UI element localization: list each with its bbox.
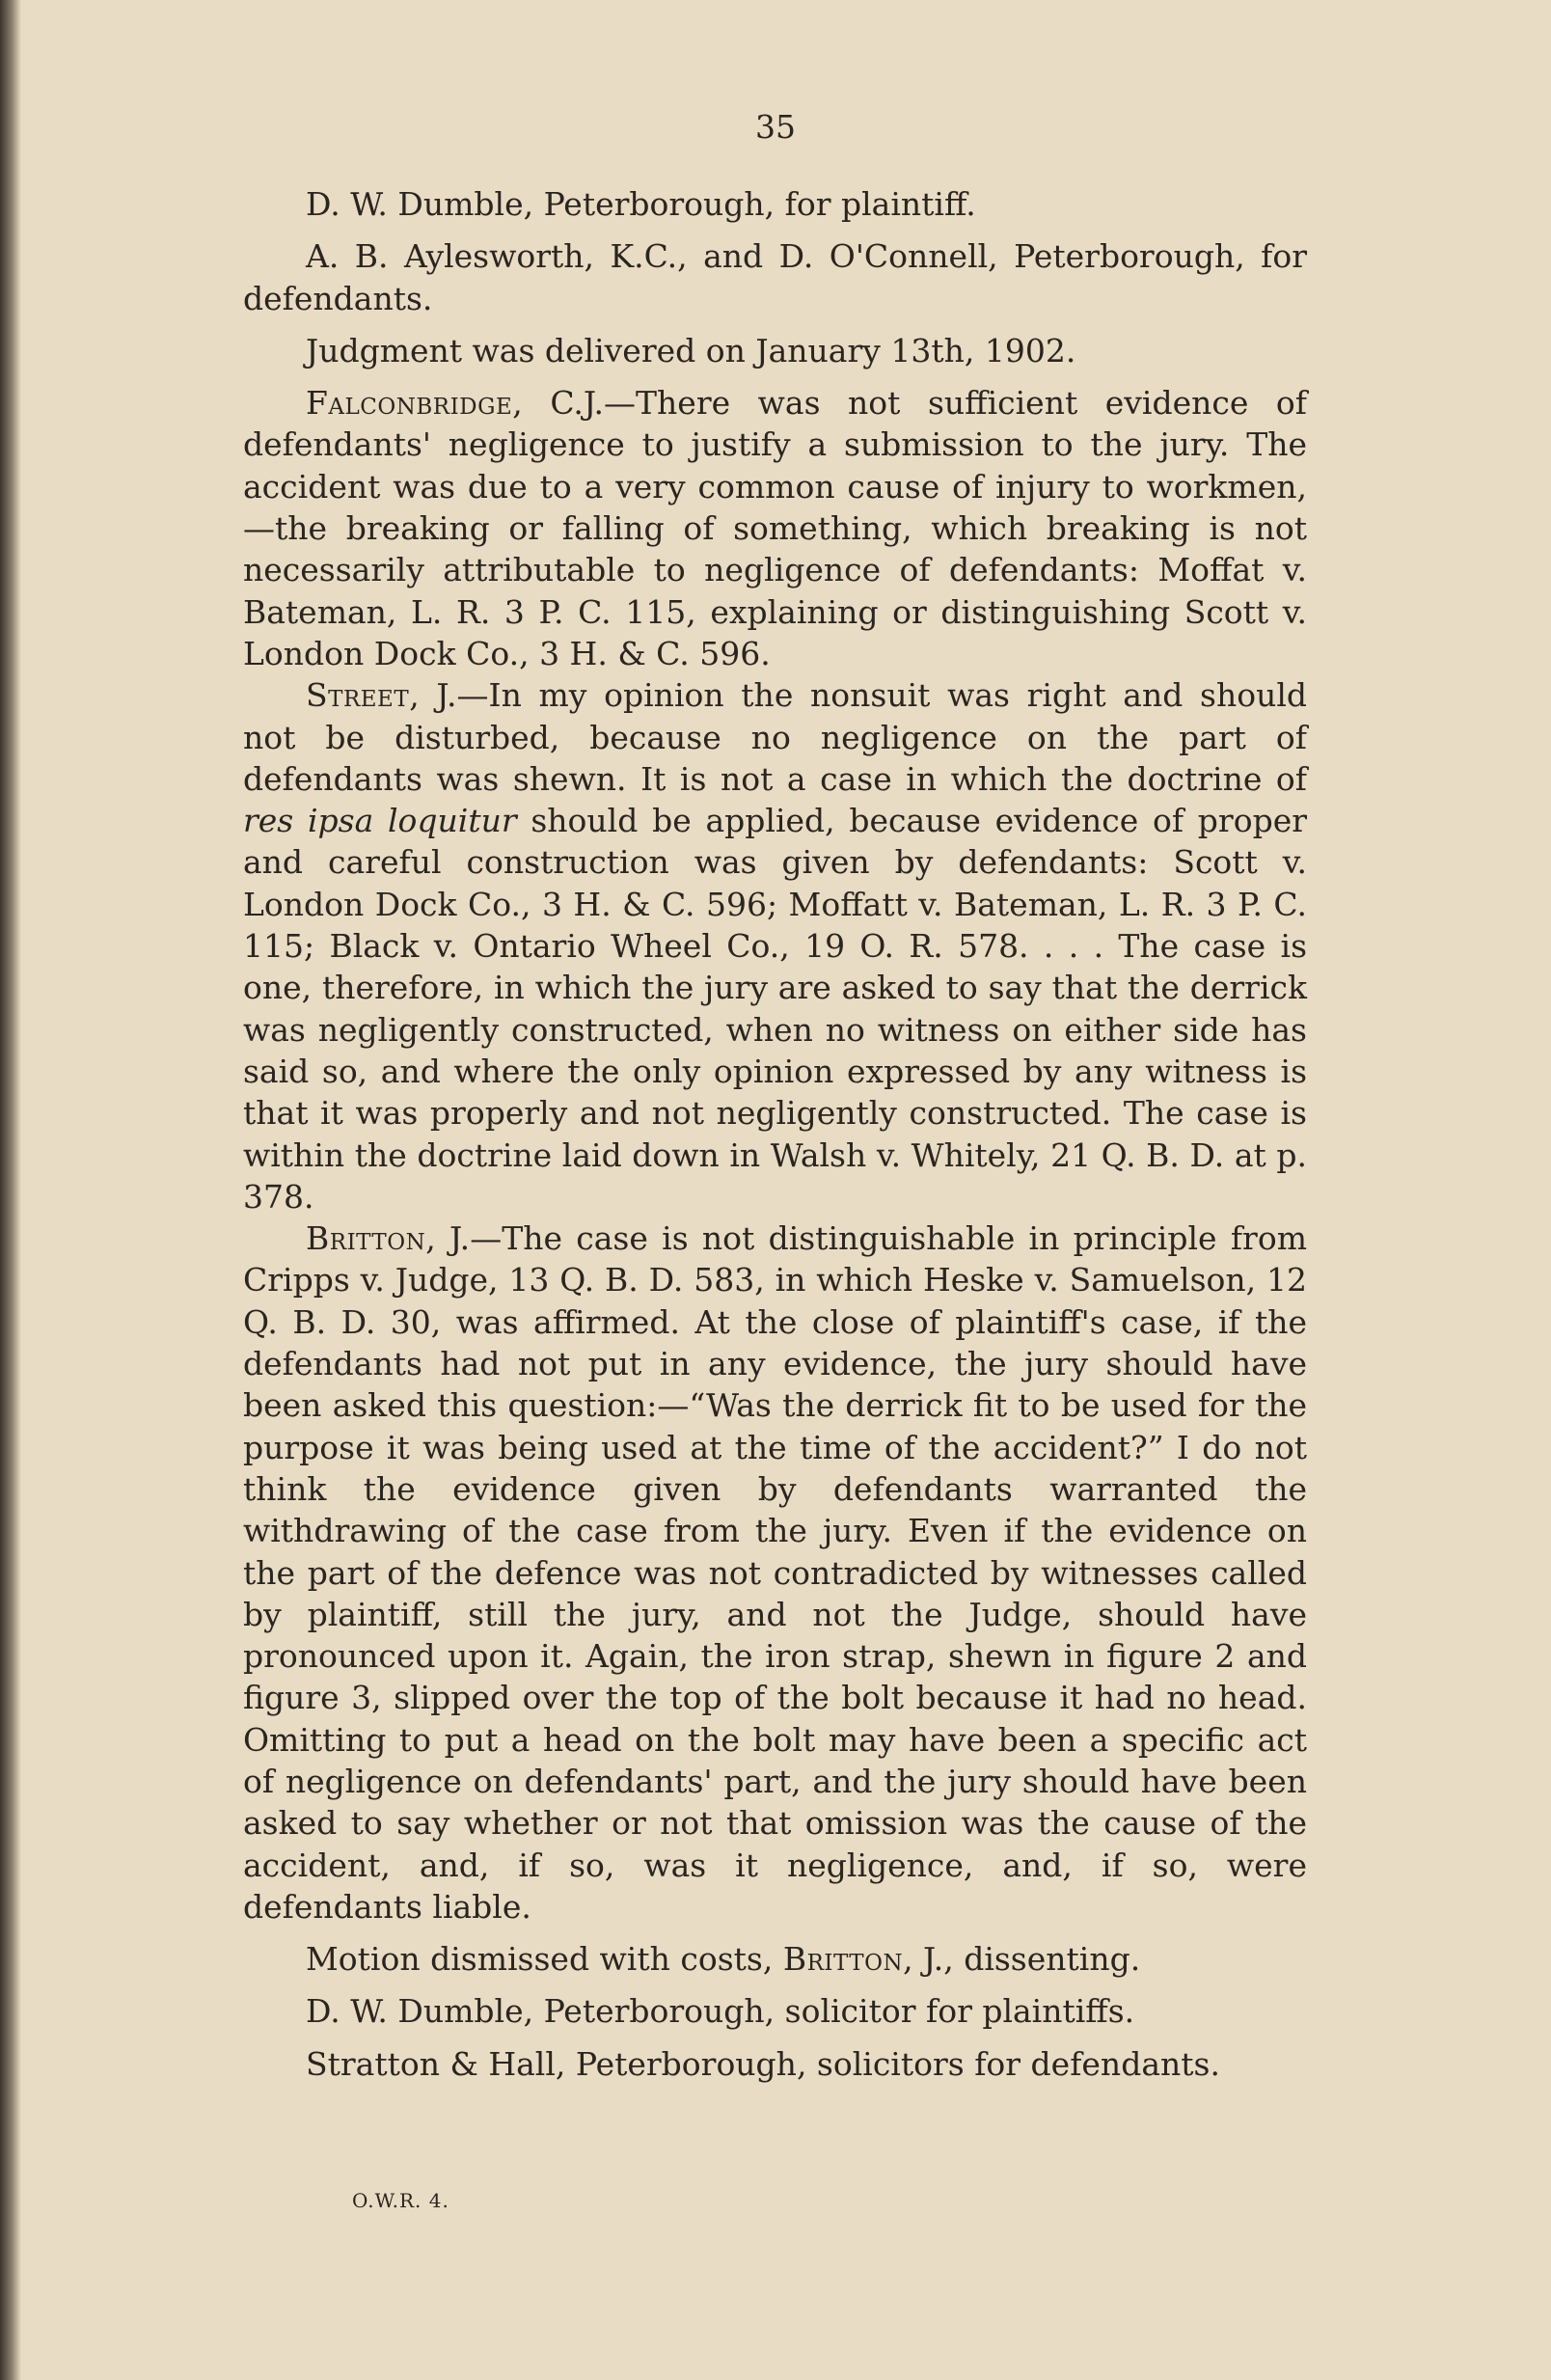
judge-name: Britton xyxy=(306,1219,426,1258)
opinion-text-continued: should be applied, because evidence of proper and careful construction was given by defendants: Scott v. London Dock Co., 3 H. & C. 596; Moffatt v. Bateman, L. R. 3 P. C. 115; Black v. Ontario Wheel Co., 19 O. R. 578. . . . The case is one, therefore, in which the jury are asked to say that the derrick was negligently constructed, when no witness on either side has said so, and where the only opinion expressed by any witness is that it was properly and not negligently constructed. The case is within the doctrine laid down in Walsh v. Whitely, 21 Q. B. D. at p. 378. xyxy=(243,802,1308,1216)
solicitor-plaintiffs: D. W. Dumble, Peterborough, solicitor for plaintiffs. xyxy=(306,1992,1135,2031)
latin-phrase: res ipsa loquitur xyxy=(243,802,517,840)
judgment-date: Judgment was delivered on January 13th, 1902. xyxy=(306,331,1076,369)
dissenting-judge: Britton xyxy=(782,1940,904,1979)
text-block xyxy=(243,183,1307,2095)
opinion-text: The case is not distinguishable in principle from Cripps v. Judge, 13 Q. B. D. 583, in which Heske v. Samuelson, 12 Q. B. D. 30, was affirmed. At the close of plaintiff's case, if the defendants had not put in any evidence, the jury should have been asked this question:—“Was the derrick fit to be used for the purpose it was being used at the time of the accident?” I do not think the evidence given by defendants warranted the withdrawing of the case from the jury. Even if the evidence on the part of the defence was not contradicted by witnesses called by plaintiff, still the jury, and not the Judge, should have pronounced upon it. Again, the iron strap, shewn in figure 2 and figure 3, slipped over the top of the bolt because it had no head. Omitting to put a head on the bolt may have been a specific act of negligence on defendants' part, and the jury should have been asked to say whether or not that omission was the cause of the accident, and, if so, was it negligence, and, if so, were defendants liable. xyxy=(243,1219,1307,1926)
opinion-falconbridge: Falconbridge, C.J.—There was not sufficient evidence of defendants' negligence to justify a submission to the jury. The accident was due to a very common cause of injury to workmen,—the breaking or falling of something, which breaking is not necessarily attributable to negligence of defendants: Moffat v. Bateman, L. R. 3 P. C. 115, explaining or distinguishing Scott v. London Dock Co., 3 H. & C. 596. xyxy=(243,384,1308,672)
opinion-street: Street, J.—In my opinion the nonsuit was right and should not be disturbed, because no negligence on the part of defendants was shewn. It is not a case in which the doctrine of res ipsa loquitur should be applied, because evidence of proper and careful construction was given by defendants: Scott v. London Dock Co., 3 H. & C. 596; Moffatt v. Bateman, L. R. 3 P. C. 115; Black v. Ontario Wheel Co., 19 O. R. 578. . . . The case is one, therefore, in which the jury are asked to say that the derrick was negligently constructed, when no witness on either side has said so, and where the only opinion expressed by any witness is that it was properly and not negligently constructed. The case is within the doctrine laid down in Walsh v. Whitely, 21 Q. B. D. at p. 378. xyxy=(243,676,1308,1216)
outcome-line: Motion dismissed with costs, Britton, J., dissenting. xyxy=(306,1940,1141,1979)
opinion-text: In my opinion the nonsuit was right and should not be disturbed, because no negligence on the part of defendants was shewn. It is not a case in which the doctrine of xyxy=(243,676,1308,798)
judge-title: J. xyxy=(436,676,457,715)
solicitor-defendants: Stratton & Hall, Peterborough, solicitors for defendants. xyxy=(306,2044,1220,2083)
judge-name: Street xyxy=(306,676,410,715)
page-number: 35 xyxy=(755,108,796,146)
judge-name: Falconbridge xyxy=(306,384,513,423)
counsel-defendants: A. B. Aylesworth, K.C., and D. O'Connell, Peterborough, for defendants. xyxy=(243,237,1307,317)
signature-mark: O.W.R. 4. xyxy=(352,2189,449,2212)
opinion-britton: Britton, J.—The case is not distinguishable in principle from Cripps v. Judge, 13 Q. B. D. 583, in which Heske v. Samuelson, 12 Q. B. D. 30, was affirmed. At the close of plaintiff's case, if the defendants had not put in any evidence, the jury should have been asked this question:—“Was the derrick fit to be used for the purpose it was being used at the time of the accident?” I do not think the evidence given by defendants warranted the withdrawing of the case from the jury. Even if the evidence on the part of the defence was not contradicted by witnesses called by plaintiff, still the jury, and not the Judge, should have pronounced upon it. Again, the iron strap, shewn in figure 2 and figure 3, slipped over the top of the bolt because it had no head. Omitting to put a head on the bolt may have been a specific act of negligence on defendants' part, and the jury should have been asked to say whether or not that omission was the cause of the accident, and, if so, was it negligence, and, if so, were defendants liable. xyxy=(243,1219,1307,1926)
judge-title: C.J. xyxy=(550,384,605,423)
counsel-plaintiff: D. W. Dumble, Peterborough, for plaintiff. xyxy=(306,185,976,223)
opinion-text: There was not sufficient evidence of defendants' negligence to justify a submission to the jury. The accident was due to a very common cause of injury to workmen,—the breaking or falling of something, which breaking is not necessarily attributable to negligence of defendants: Moffat v. Bateman, L. R. 3 P. C. 115, explaining or distinguishing Scott v. London Dock Co., 3 H. & C. 596. xyxy=(243,384,1308,672)
judge-title: J. xyxy=(449,1219,471,1258)
